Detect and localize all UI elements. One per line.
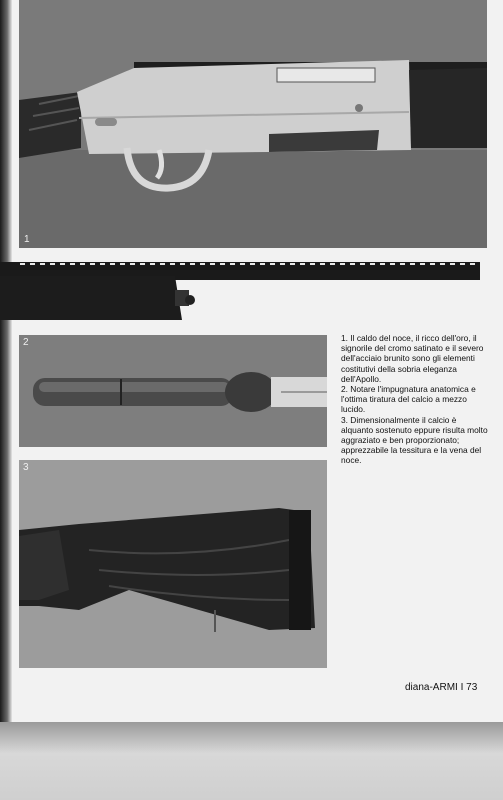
- stock-illustration: [19, 460, 327, 668]
- barrel-strip: [0, 258, 503, 328]
- photo-2-grip: [19, 335, 327, 447]
- caption-item-2: 2. Notare l'impugnatura anatomica e l'ottima tiratura del calcio a mezzo lucido.: [341, 384, 476, 415]
- caption-item-3: 3. Dimensionalmente il calcio è alquanto sostenuto eppure risulta molto aggraziato e ben proporzionato; apprezzabile la tessitura e la vena del noce.: [341, 414, 488, 466]
- photo-2-number: 2: [23, 337, 29, 348]
- caption-item-1: 1. Il caldo del noce, il ricco dell'oro, il signorile del cromo satinato e il severo dell'acciaio brunito sono gli elementi costitutivi della sobria eleganza dell'Apollo.: [341, 333, 484, 384]
- receiver-illustration: [19, 0, 487, 248]
- scan-background: [0, 722, 503, 800]
- photo-1-number: 1: [24, 234, 30, 245]
- photo-captions: [341, 333, 489, 466]
- photo-3-stock: [19, 460, 327, 668]
- binding-shadow: [0, 0, 12, 722]
- photo-1-receiver: [19, 0, 487, 248]
- page-footer: diana-ARMI I 73: [405, 682, 478, 693]
- grip-illustration: [19, 335, 327, 447]
- photo-3-number: 3: [23, 462, 29, 473]
